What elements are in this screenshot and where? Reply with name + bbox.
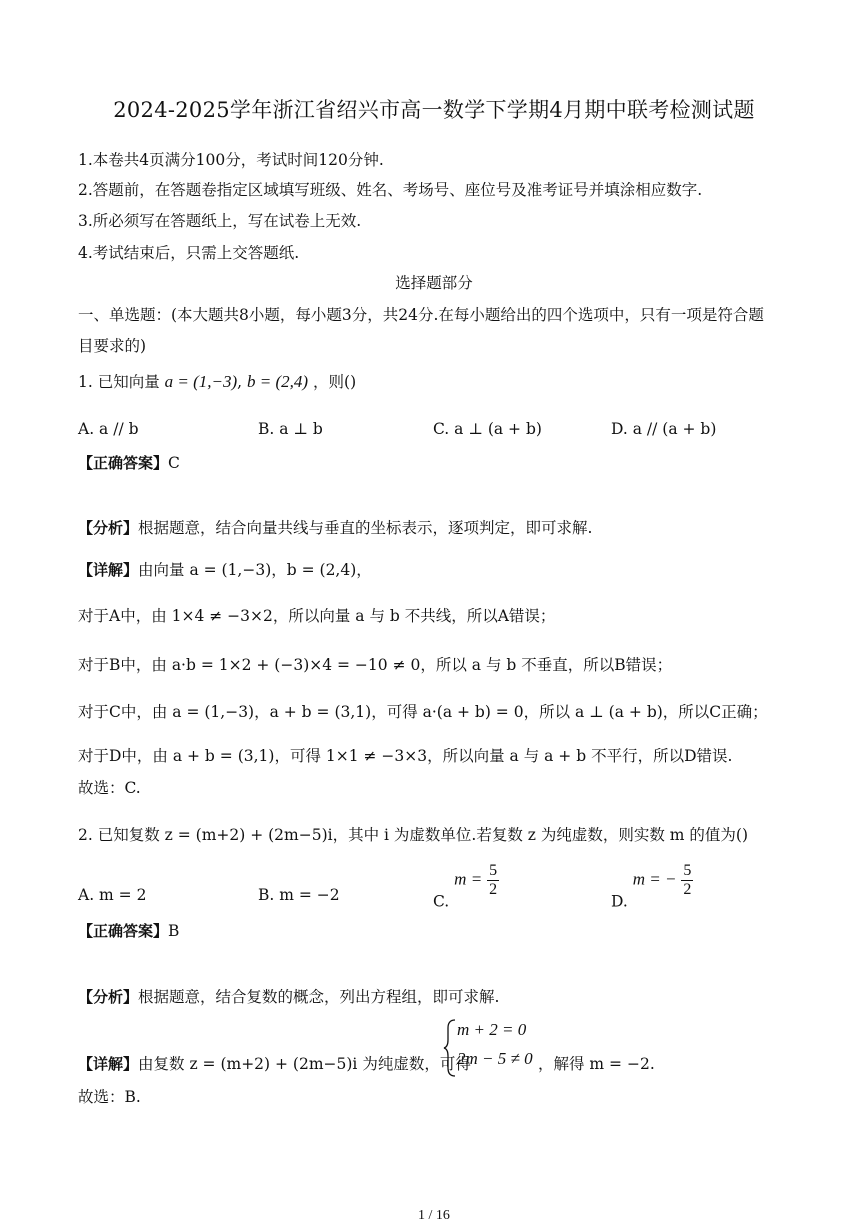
q2-option-c-prefix: C. [433, 892, 450, 911]
q1-detail-line1 [78, 560, 372, 580]
q2-detail-label: 【详解】 [78, 1055, 139, 1073]
q2-conclusion: 故选：B. [78, 1088, 141, 1106]
q2-option-d-denominator: 2 [683, 881, 692, 898]
q2-option-c-numerator: 5 [489, 862, 498, 879]
q2-detail-label-line [78, 1054, 471, 1074]
q1-analysis-text: 根据题意，结合向量共线与垂直的坐标表示，逐项判定，即可求解. [138, 519, 593, 537]
q1-answer-label: 【正确答案】 [78, 454, 169, 472]
q1-stem-vector-a: a = (1,−3) [164, 372, 238, 391]
section-title: 选择题部分 [395, 274, 473, 292]
q1-answer [78, 453, 180, 473]
q1-stem-suffix: ，则() [313, 373, 357, 391]
q1-stem: 1. 已知向量 a = (1,−3), b = (2,4) ，则() [78, 372, 357, 391]
q2-option-d-prefix: D. [611, 892, 628, 911]
left-brace-icon [443, 1018, 457, 1078]
q2-analysis-text: 根据题意，结合复数的概念，列出方程组，即可求解. [138, 988, 500, 1006]
note-3: 3.所必须写在答题纸上，写在试卷上无效. [78, 212, 362, 230]
q2-equation-1: m + 2 = 0 [457, 1020, 527, 1039]
q1-analysis [78, 518, 592, 538]
part-header-line2: 目要求的) [78, 337, 147, 355]
q1-detail-line3: 对于B中，由 a·b = 1×2 + (−3)×4 = −10 ≠ 0，所以 a 与 b 不垂直，所以B错误； [78, 656, 673, 674]
part-header-line1: 一、单选题：(本大题共8小题，每小题3分，共24分.在每小题给出的四个选项中，只有一项是符合题 [78, 306, 764, 324]
q1-analysis-label: 【分析】 [78, 519, 139, 537]
q2-analysis [78, 987, 499, 1007]
q2-option-d-lhs: m = − [632, 869, 677, 889]
q1-option-d: D. a // (a + b) [611, 420, 717, 438]
q2-option-d [611, 862, 693, 911]
page-number: 1 / 16 [418, 1208, 450, 1223]
note-1: 1.本卷共4页满分100分，考试时间120分钟. [78, 151, 384, 169]
q1-stem-vector-b: b = (2,4) [247, 372, 309, 391]
q2-answer [78, 921, 179, 941]
q1-detail-line2: 对于A中，由 1×4 ≠ −3×2，所以向量 a 与 b 不共线，所以A错误； [78, 607, 556, 625]
q1-answer-value: C [168, 454, 180, 472]
note-4: 4.考试结束后，只需上交答题纸. [78, 244, 300, 262]
q1-detail-line4: 对于C中，由 a = (1,−3)，a + b = (3,1)，可得 a·(a + b) = 0，所以 a ⊥ (a + b)，所以C正确； [78, 703, 768, 721]
q1-option-b: B. a ⊥ b [258, 420, 323, 438]
document-title: 2024-2025学年浙江省绍兴市高一数学下学期4月期中联考检测试题 [113, 98, 755, 122]
q2-answer-value: B [168, 922, 180, 940]
q2-option-d-numerator: 5 [683, 862, 692, 879]
note-2: 2.答题前，在答题卷指定区域填写班级、姓名、考场号、座位号及准考证号并填涂相应数字. [78, 181, 703, 199]
q2-option-a: A. m = 2 [78, 886, 147, 904]
q2-stem: 2. 已知复数 z = (m+2) + (2m−5)i，其中 i 为虚数单位.若复数 z 为纯虚数，则实数 m 的值为() [78, 826, 748, 844]
q2-analysis-label: 【分析】 [78, 988, 139, 1006]
q1-stem-prefix: 1. 已知向量 [78, 373, 160, 391]
q2-detail-suffix: ，解得 m = −2. [538, 1055, 655, 1073]
q1-option-a: A. a // b [78, 420, 139, 438]
q2-option-d-fraction [681, 862, 693, 899]
q1-conclusion: 故选：C. [78, 779, 141, 797]
q2-answer-label: 【正确答案】 [78, 922, 169, 940]
q2-equation-2: 2m − 5 ≠ 0 [457, 1049, 533, 1068]
q2-option-c [433, 862, 499, 911]
q2-detail-prefix: 由复数 z = (m+2) + (2m−5)i 为纯虚数，可得 [138, 1055, 471, 1073]
q2-option-b: B. m = −2 [258, 886, 340, 904]
q2-option-c-denominator: 2 [489, 881, 498, 898]
q1-detail-line1-text: 由向量 a = (1,−3)，b = (2,4)， [138, 561, 372, 579]
q1-option-c: C. a ⊥ (a + b) [433, 420, 542, 438]
q2-option-c-fraction [487, 862, 499, 899]
q1-detail-line5: 对于D中，由 a + b = (3,1)，可得 1×1 ≠ −3×3，所以向量 a 与 a + b 不平行，所以D错误. [78, 747, 733, 765]
q1-detail-label: 【详解】 [78, 561, 139, 579]
q2-option-c-lhs: m = [454, 869, 483, 889]
